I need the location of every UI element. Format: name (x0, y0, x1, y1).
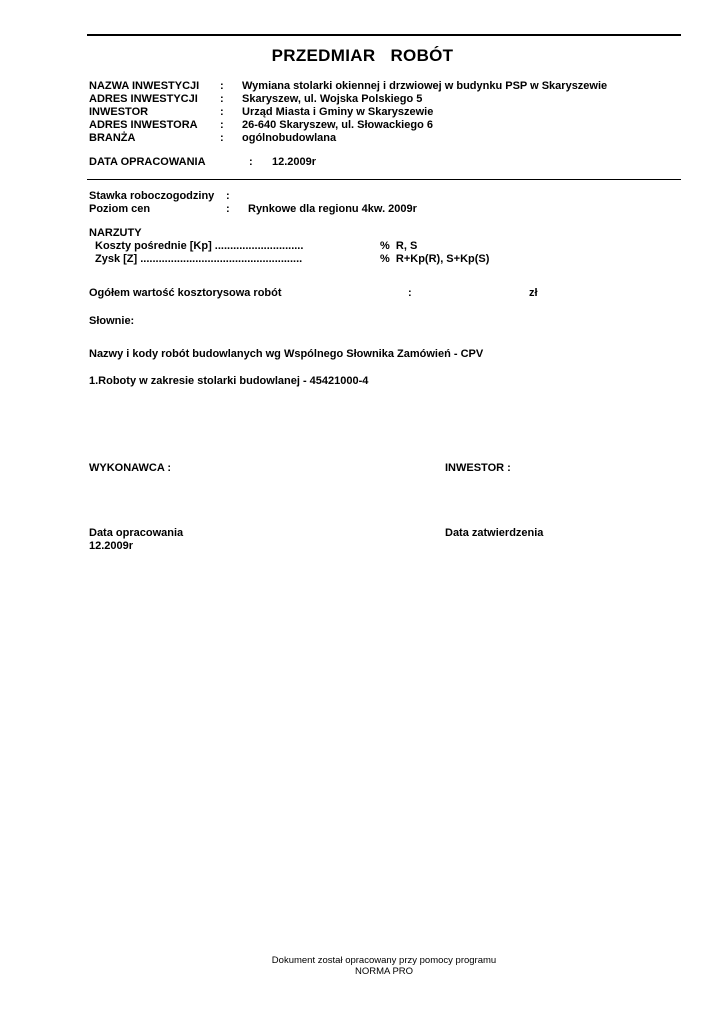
narzuty-value: % R+Kp(R), S+Kp(S) (380, 253, 490, 265)
stawka-sep: : (226, 190, 230, 202)
data-opracowania-label: DATA OPRACOWANIA (89, 156, 206, 168)
footer-line-2: NORMA PRO (354, 966, 414, 977)
cpv-item-text: 1.Roboty w zakresie stolarki budowlanej - 45421000-4 (89, 375, 369, 387)
info-sep: : (220, 93, 224, 105)
top-rule (87, 34, 681, 36)
data-opracowania-sep: : (249, 156, 253, 168)
narzuty-heading-text: NARZUTY (89, 227, 142, 239)
ogolem-sep: : (408, 287, 412, 299)
info-label: BRANŻA (89, 132, 136, 144)
info-value: Wymiana stolarki okiennej i drzwiowej w budynku PSP w Skaryszewie (242, 80, 608, 92)
info-value: Skaryszew, ul. Wojska Polskiego 5 (242, 93, 423, 105)
narzuty-value: % R, S (380, 240, 418, 252)
info-value: 26-640 Skaryszew, ul. Słowackiego 6 (242, 119, 433, 131)
page-title: PRZEDMIAR ROBÓT (271, 46, 454, 65)
footer (234, 955, 534, 977)
info-sep: : (220, 119, 224, 131)
poziom-value: Rynkowe dla regionu 4kw. 2009r (248, 203, 417, 215)
poziom-sep: : (226, 203, 230, 215)
data-opr-value: 12.2009r (89, 540, 134, 552)
cpv-heading-text: Nazwy i kody robót budowlanych wg Wspólnego Słownika Zamówień - CPV (89, 348, 484, 360)
info-value: ogólnobudowlana (242, 132, 337, 144)
narzuty-label: Zysk [Z] ..................................................... (95, 253, 303, 265)
info-sep: : (220, 80, 224, 92)
wykonawca-text: WYKONAWCA : (89, 462, 172, 474)
info-sep: : (220, 132, 224, 144)
ogolem-label: Ogółem wartość kosztorysowa robót (89, 287, 282, 299)
data-zatw-label: Data zatwierdzenia (445, 527, 544, 539)
narzuty-label: Koszty pośrednie [Kp] ............................. (95, 240, 304, 252)
info-label: ADRES INWESTYCJI (89, 93, 198, 105)
divider-rule (87, 179, 681, 180)
slownie-label: Słownie: (89, 315, 135, 327)
ogolem-unit: zł (529, 287, 538, 299)
info-value: Urząd Miasta i Gminy w Skaryszewie (242, 106, 434, 118)
data-opr-label: Data opracowania (89, 527, 184, 539)
inwestor-text: INWESTOR : (445, 462, 511, 474)
footer-line-1: Dokument został opracowany przy pomocy programu (271, 955, 497, 966)
poziom-label: Poziom cen (89, 203, 151, 215)
info-label: INWESTOR (89, 106, 149, 118)
stawka-label: Stawka roboczogodziny (89, 190, 215, 202)
info-label: NAZWA INWESTYCJI (89, 80, 200, 92)
data-opracowania-value: 12.2009r (272, 156, 317, 168)
info-label: ADRES INWESTORA (89, 119, 198, 131)
info-sep: : (220, 106, 224, 118)
